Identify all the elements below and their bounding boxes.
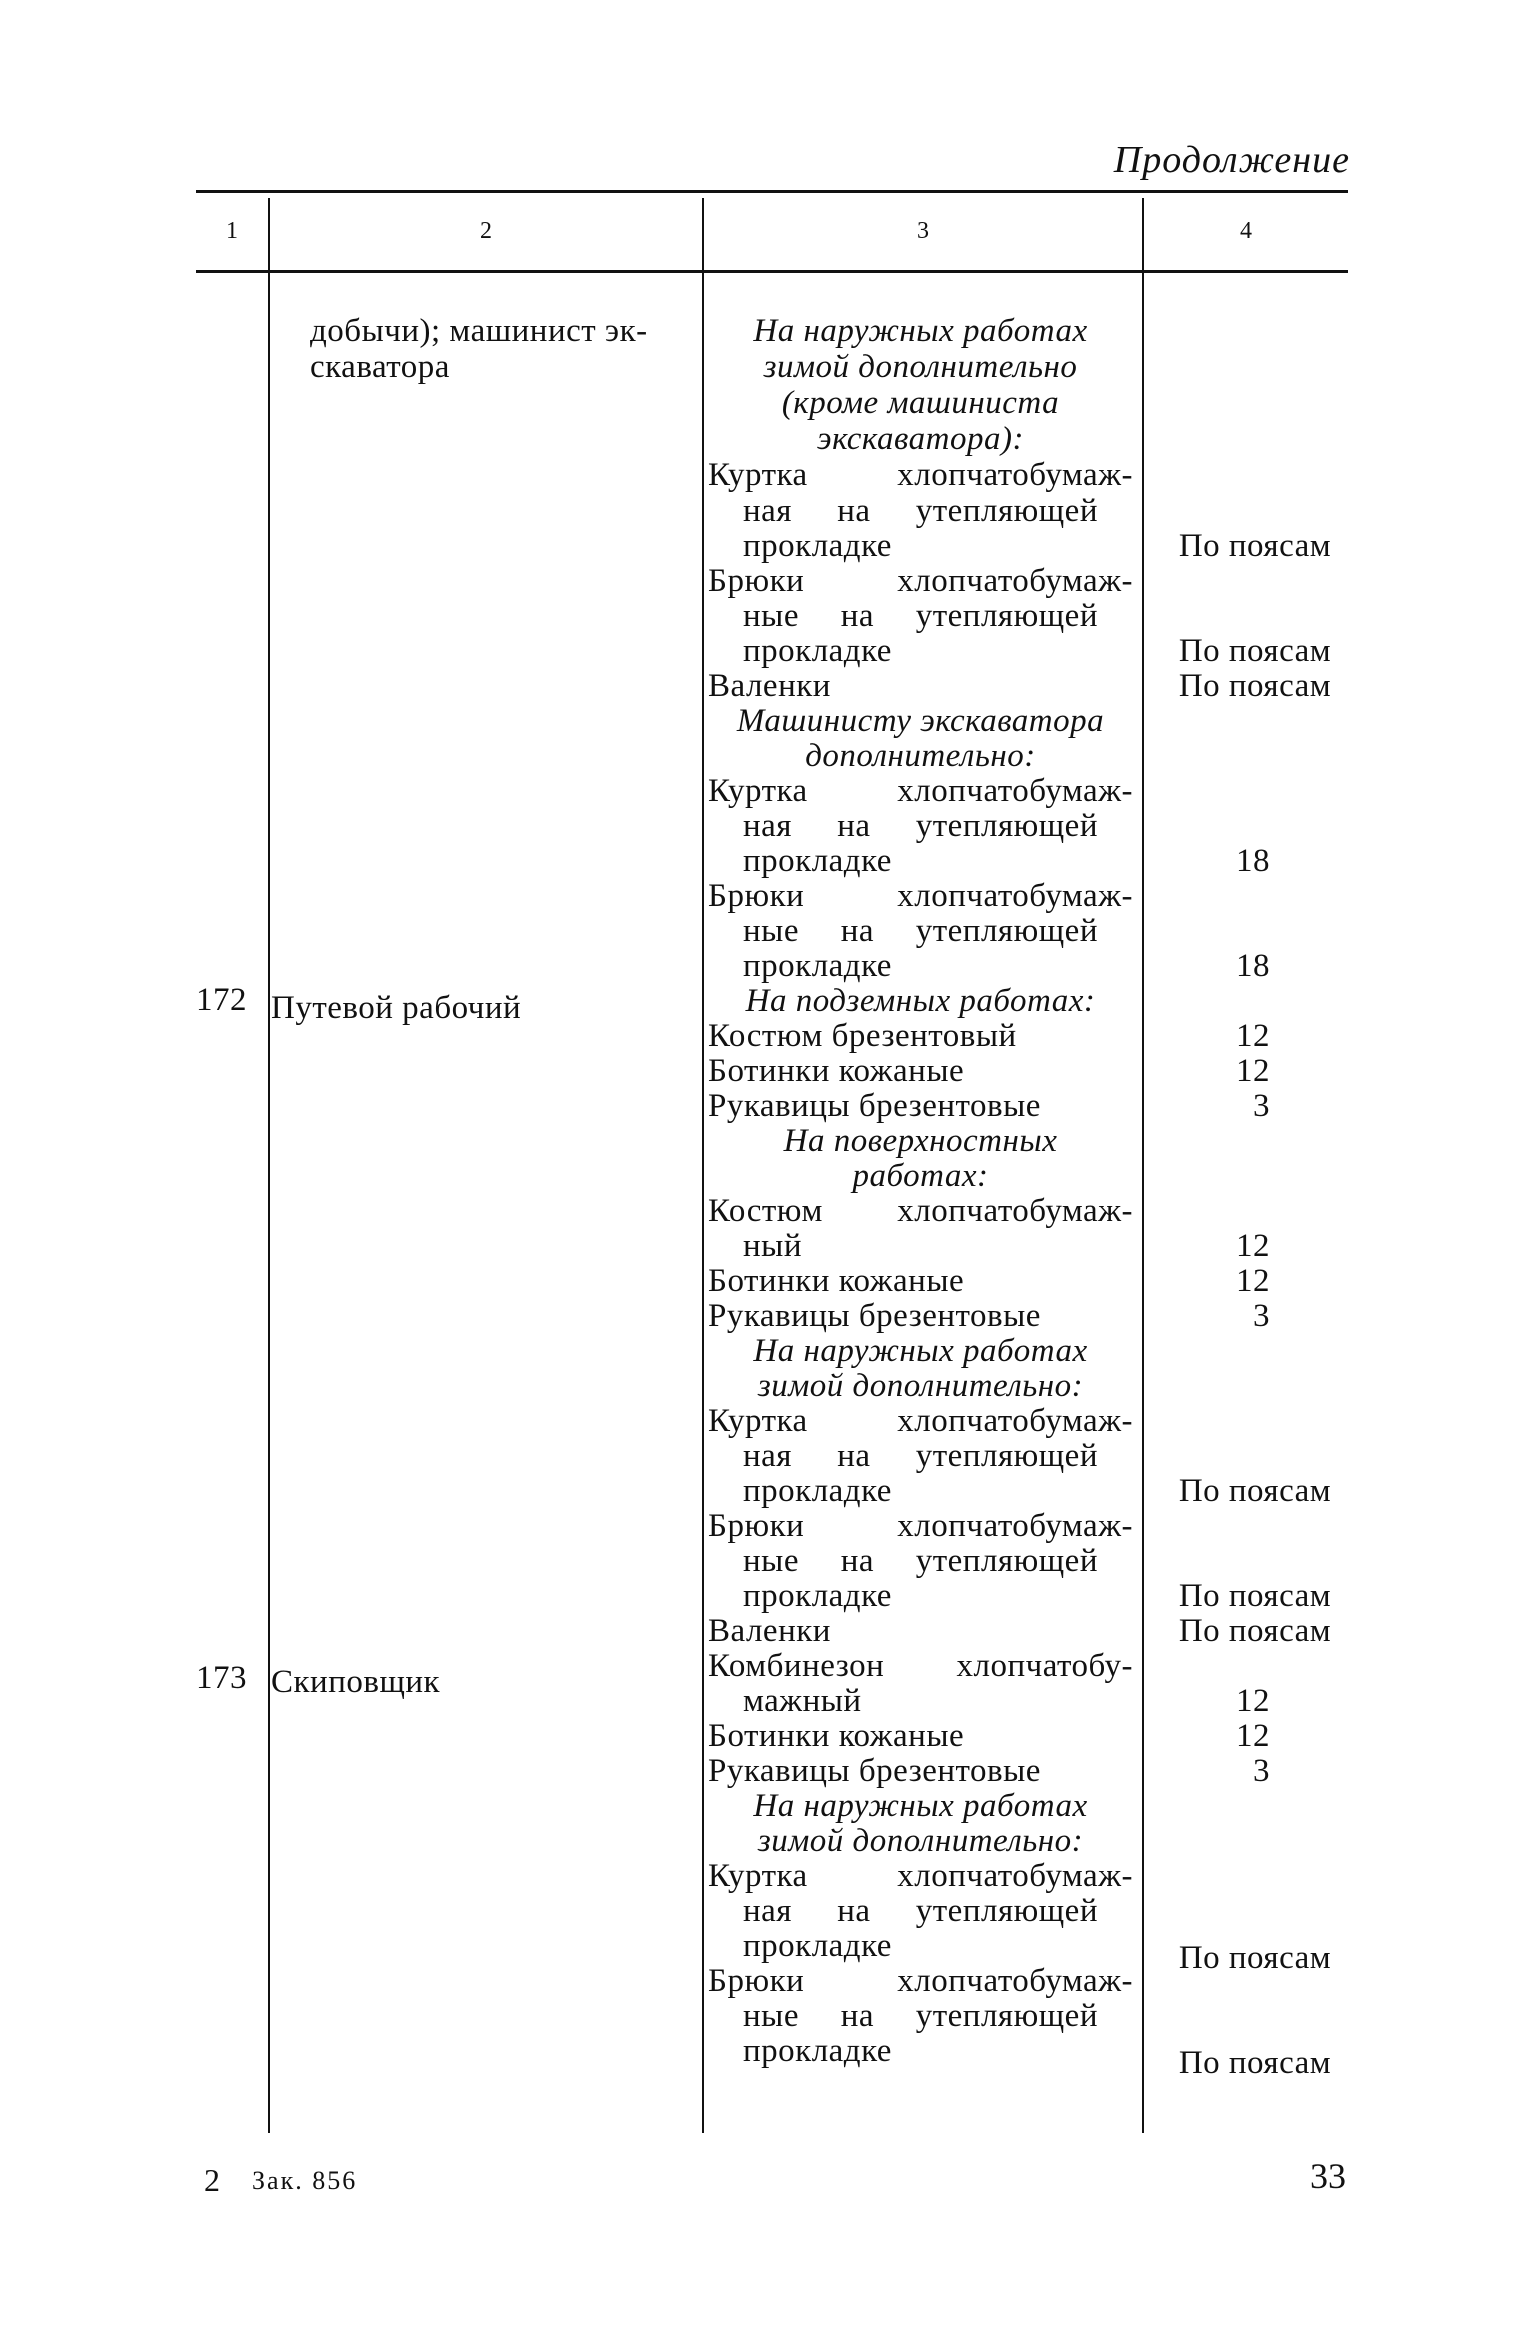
- wear-period: По поясам: [1178, 1940, 1332, 1976]
- section-heading: На наружных работах: [753, 1333, 1088, 1369]
- item-line: Костюм хлопчатобумаж-: [708, 1193, 1133, 1229]
- wear-period: 12: [1236, 1718, 1270, 1754]
- wear-period: 3: [1253, 1298, 1270, 1334]
- item-line: ные на утепляющей: [743, 598, 1098, 634]
- item-line: Куртка хлопчатобумаж-: [708, 1403, 1133, 1439]
- item-line: Рукавицы брезентовые: [708, 1298, 1041, 1334]
- item-line: прокладке: [743, 1473, 892, 1509]
- wear-period: По поясам: [1178, 1578, 1332, 1614]
- item-line: ная на утепляющей: [743, 1893, 1098, 1929]
- column-header-2: 2: [480, 218, 492, 244]
- column-divider-1: [268, 198, 270, 2133]
- row-number-173: 173: [196, 1660, 247, 1696]
- item-line: прокладке: [743, 1928, 892, 1964]
- wear-period: По поясам: [1178, 2045, 1332, 2081]
- item-line: Куртка хлопчатобумаж-: [708, 1858, 1133, 1894]
- item-line: ная на утепляющей: [743, 1438, 1098, 1474]
- item-line: Ботинки кожаные: [708, 1718, 965, 1754]
- wear-period: 12: [1236, 1228, 1270, 1264]
- wear-period: По поясам: [1178, 1473, 1332, 1509]
- item-line: прокладке: [743, 1578, 892, 1614]
- row-number-172: 172: [196, 982, 247, 1018]
- wear-period: 18: [1236, 843, 1270, 879]
- page-number: 33: [1310, 2156, 1346, 2196]
- column-header-3: 3: [917, 218, 929, 244]
- profession-173: Скиповщик: [271, 1664, 441, 1700]
- section-heading: На поверхностных: [783, 1123, 1058, 1159]
- item-line: Ботинки кожаные: [708, 1263, 965, 1299]
- item-line: ные на утепляющей: [743, 1543, 1098, 1579]
- wear-period: 3: [1253, 1088, 1270, 1124]
- wear-period: По поясам: [1178, 668, 1332, 704]
- wear-period: 12: [1236, 1683, 1270, 1719]
- item-line: прокладке: [743, 528, 892, 564]
- item-line: Рукавицы брезентовые: [708, 1088, 1041, 1124]
- item-line: прокладке: [743, 948, 892, 984]
- footer-order-number: Зак. 856: [252, 2166, 358, 2195]
- footer-signature-mark: 2: [204, 2162, 220, 2198]
- column-divider-3: [1142, 198, 1144, 2133]
- section-heading: дополнительно:: [805, 738, 1036, 774]
- item-line: прокладке: [743, 633, 892, 669]
- wear-period: 18: [1236, 948, 1270, 984]
- item-line: Валенки: [708, 1613, 831, 1649]
- wear-period: 3: [1253, 1753, 1270, 1789]
- wear-period: По поясам: [1178, 633, 1332, 669]
- wear-period: По поясам: [1178, 1613, 1332, 1649]
- section-heading: На наружных работах: [753, 313, 1088, 349]
- table-top-rule: [196, 190, 1348, 193]
- section-heading: зимой дополнительно:: [757, 1368, 1084, 1404]
- item-line: Комбинезон хлопчатобу-: [708, 1648, 1133, 1684]
- section-heading: работах:: [852, 1158, 989, 1194]
- profession-172: Путевой рабочий: [271, 990, 522, 1026]
- section-heading: Машинисту экскаватора: [736, 703, 1105, 739]
- item-line: Костюм брезентовый: [708, 1018, 1017, 1054]
- section-heading: зимой дополнительно:: [757, 1823, 1084, 1859]
- item-line: прокладке: [743, 843, 892, 879]
- item-line: Рукавицы брезентовые: [708, 1753, 1041, 1789]
- item-line: Куртка хлопчатобумаж-: [708, 457, 1133, 493]
- item-line: Куртка хлопчатобумаж-: [708, 773, 1133, 809]
- section-heading: зимой дополнительно: [763, 349, 1078, 385]
- table-header-rule: [196, 270, 1348, 273]
- item-line: Брюки хлопчатобумаж-: [708, 1963, 1133, 1999]
- wear-period: 12: [1236, 1263, 1270, 1299]
- column-header-4: 4: [1240, 218, 1252, 244]
- profession-continued: добычи); машинист эк-: [310, 313, 648, 349]
- item-line: ные на утепляющей: [743, 1998, 1098, 2034]
- item-line: мажный: [743, 1683, 862, 1719]
- item-line: Брюки хлопчатобумаж-: [708, 563, 1133, 599]
- item-line: Брюки хлопчатобумаж-: [708, 878, 1133, 914]
- profession-continued: скаватора: [310, 349, 450, 385]
- item-line: ная на утепляющей: [743, 493, 1098, 529]
- section-heading: На подземных работах:: [745, 983, 1096, 1019]
- wear-period: 12: [1236, 1018, 1270, 1054]
- item-line: Ботинки кожаные: [708, 1053, 965, 1089]
- item-line: ные на утепляющей: [743, 913, 1098, 949]
- section-heading: экскаватора):: [817, 421, 1024, 457]
- item-line: Брюки хлопчатобумаж-: [708, 1508, 1133, 1544]
- page-title: Продолжение: [1113, 139, 1350, 181]
- item-line: ная на утепляющей: [743, 808, 1098, 844]
- wear-period: 12: [1236, 1053, 1270, 1089]
- column-header-1: 1: [226, 218, 238, 244]
- section-heading: (кроме машиниста: [781, 385, 1060, 421]
- item-line: Валенки: [708, 668, 831, 704]
- wear-period: По поясам: [1178, 528, 1332, 564]
- section-heading: На наружных работах: [753, 1788, 1088, 1824]
- item-line: прокладке: [743, 2033, 892, 2069]
- column-divider-2: [702, 198, 704, 2133]
- item-line: ный: [743, 1228, 802, 1264]
